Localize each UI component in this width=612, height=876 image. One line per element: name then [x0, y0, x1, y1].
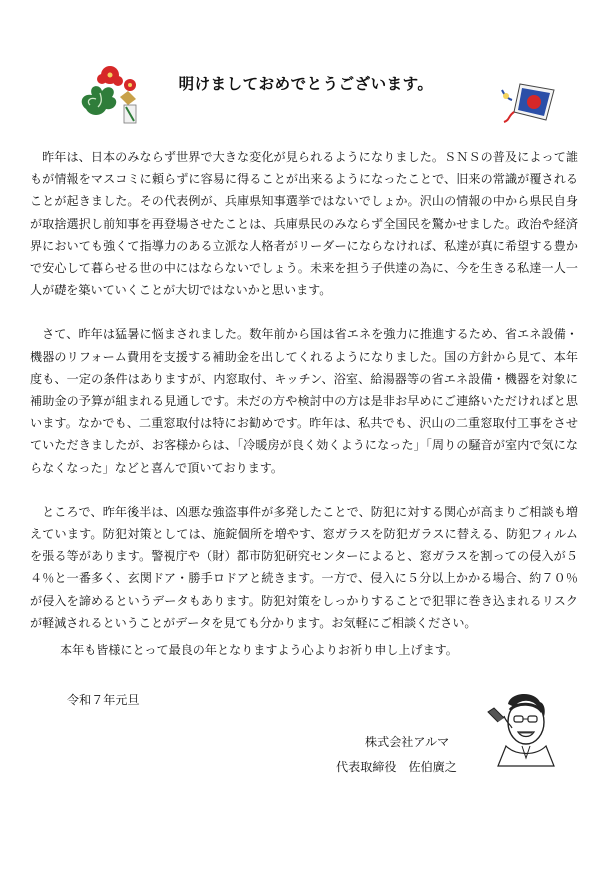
signer-title: 代表取締役 — [336, 760, 397, 774]
closing-line: 本年も皆様にとって最良の年となりますよう心よりお祈り申し上げます。 — [60, 643, 458, 657]
paragraph-3: ところで、昨年後半は、凶悪な強盗事件が多発したことで、防犯に対する関心が高まりご相談も増えています。防犯対策としては、施錠個所を増やす、窓ガラスを防犯ガラスに替える、防犯フィルムを張る等があります。警視庁や（財）都市防犯研究センターによると、窓ガラスを割っての侵入が５４％と一番多く、玄関ドア・勝手ロドアと続きます。一方で、侵入に５分以上かかる場合、約７０％が侵入を諦めるというデータもあります。防犯対策をしっかりすることで犯罪に巻き込まれるリスクが軽減されるということがデータを見ても分かります。お気軽にご相談ください。 — [30, 504, 578, 630]
letter-body — [30, 146, 578, 634]
representative — [336, 758, 457, 775]
company-name: 株式会社アルマ — [365, 735, 450, 749]
new-year-plum-pine-icon — [72, 55, 152, 127]
kite-icon — [500, 76, 564, 128]
caricature-portrait — [476, 686, 566, 768]
signer-name: 佐伯廣之 — [408, 760, 457, 774]
paragraph-1: 昨年は、日本のみならず世界で大きな変化が見られるようになりました。ＳＮＳの普及によって誰もが情報をマスコミに頼らずに容易に得ることが出来るようになったことで、旧来の常識が覆されることが起きました。その代表例が、兵庫県知事選挙ではないでしょか。沢山の情報の中から県民自身が取捨選択し前知事を再登場させたことは、兵庫県民のみならず全国民を驚かせました。政治や経済界においても強くて指導力のある立派な人格者がリーダーにならなければ、私達が真に希望する豊かで安心して暮らせる世の中にはならないでしょう。未来を担う子供達の為に、今を生きる私達一人一人が礎を築いていくことが大切ではないかと思います。 — [30, 150, 578, 298]
paragraph-2: さて、昨年は猛暑に悩まされました。数年前から国は省エネを強力に推進するため、省エネ設備・機器のリフォーム費用を支援する補助金を出してくれるようになりました。国の方針から見て、本年度も、一定の条件はありますが、内窓取付、キッチン、浴室、給湯器等の省エネ設備・機器を対象に補助金の予算が組まれる見通しです。未だの方や検討中の方は是非お早めにご連絡いただければと思います。なかでも、二重窓取付は特にお勧めです。昨年は、私共でも、沢山の二重窓取付工事をさせていただきましたが、お客様からは、「冷暖房が良く効くようになった」「周りの騒音が室内で気にならなくなった」などと喜んで頂いております。 — [30, 327, 578, 475]
greeting-title: 明けましておめでとうございます。 — [178, 75, 434, 94]
letter-date: 令和７年元旦 — [67, 693, 140, 707]
